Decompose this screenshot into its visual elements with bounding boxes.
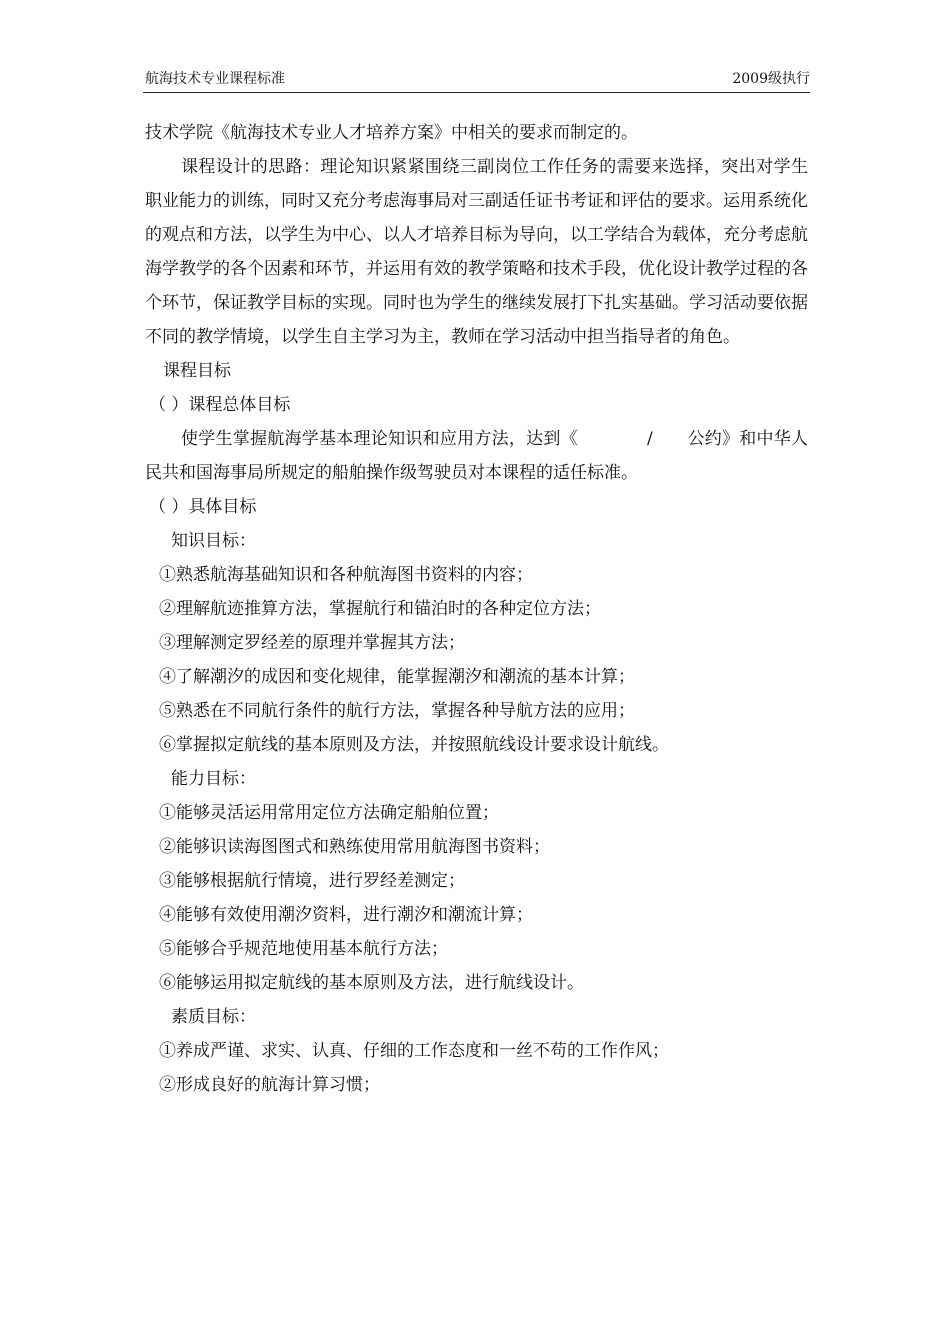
paragraph-design-idea: 课程设计的思路：理论知识紧紧围绕三副岗位工作任务的需要来选择，突出对学生职业能力的训练，同时又充分考虑海事局对三副适任证书考证和评估的要求。运用系统化的观点和方法，以学生为中心、以人才培养目标为导向，以工学结合为载体，充分考虑航海学教学的各个因素和环节，并运用有效的教学策略和技术手段，优化设计教学过程的各个环节，保证教学目标的实现。同时也为学生的继续发展打下扎实基础。学习活动要依据不同的教学情境，以学生自主学习为主，教师在学习活动中担当指导者的角色。 — [145, 157, 808, 347]
quality-item: ②形成良好的航海计算习惯； — [159, 1075, 380, 1095]
header-rule — [143, 92, 810, 93]
quality-item: ①养成严谨、求实、认真、仔细的工作态度和一丝不苟的工作作风； — [159, 1041, 669, 1061]
label-ability-goal: 能力目标： — [171, 769, 256, 789]
knowledge-item: ⑤熟悉在不同航行条件的航行方法，掌握各种导航方法的应用； — [159, 701, 635, 721]
knowledge-item: ⑥掌握拟定航线的基本原则及方法，并按照航线设计要求设计航线。 — [159, 735, 669, 755]
knowledge-item: ①熟悉航海基础知识和各种航海图书资料的内容； — [159, 565, 533, 585]
header-title: 航海技术专业课程标准 — [145, 71, 285, 87]
heading-course-goal: 课程目标 — [163, 361, 231, 381]
label-quality-goal: 素质目标： — [171, 1007, 256, 1027]
paragraph-continuation: 技术学院《航海技术专业人才培养方案》中相关的要求而制定的。 — [145, 123, 638, 143]
page-header — [145, 70, 810, 88]
document-body — [145, 116, 808, 1102]
header-year: 2009级执行 — [732, 71, 810, 87]
ability-item: ②能够识读海图图式和熟练使用常用航海图书资料； — [159, 837, 550, 857]
knowledge-item: ④了解潮汐的成因和变化规律，能掌握潮汐和潮流的基本计算； — [159, 667, 635, 687]
knowledge-item: ③理解测定罗经差的原理并掌握其方法； — [159, 633, 465, 653]
knowledge-item: ②理解航迹推算方法，掌握航行和锚泊时的各种定位方法； — [159, 599, 601, 619]
ability-item: ③能够根据航行情境，进行罗经差测定； — [159, 871, 465, 891]
label-knowledge-goal: 知识目标： — [171, 531, 256, 551]
paragraph-overall-goal: 使学生掌握航海学基本理论知识和应用方法，达到《 / 公约》和中华人民共和国海事局所规定的船舶操作级驾驶员对本课程的适任标准。 — [145, 429, 808, 483]
ability-item: ⑥能够运用拟定航线的基本原则及方法，进行航线设计。 — [159, 973, 584, 993]
heading-specific-goal: （ ）具体目标 — [149, 497, 257, 517]
ability-item: ①能够灵活运用常用定位方法确定船舶位置； — [159, 803, 499, 823]
heading-overall-goal: （ ）课程总体目标 — [149, 395, 291, 415]
ability-item: ⑤能够合乎规范地使用基本航行方法； — [159, 939, 448, 959]
ability-item: ④能够有效使用潮汐资料，进行潮汐和潮流计算； — [159, 905, 533, 925]
